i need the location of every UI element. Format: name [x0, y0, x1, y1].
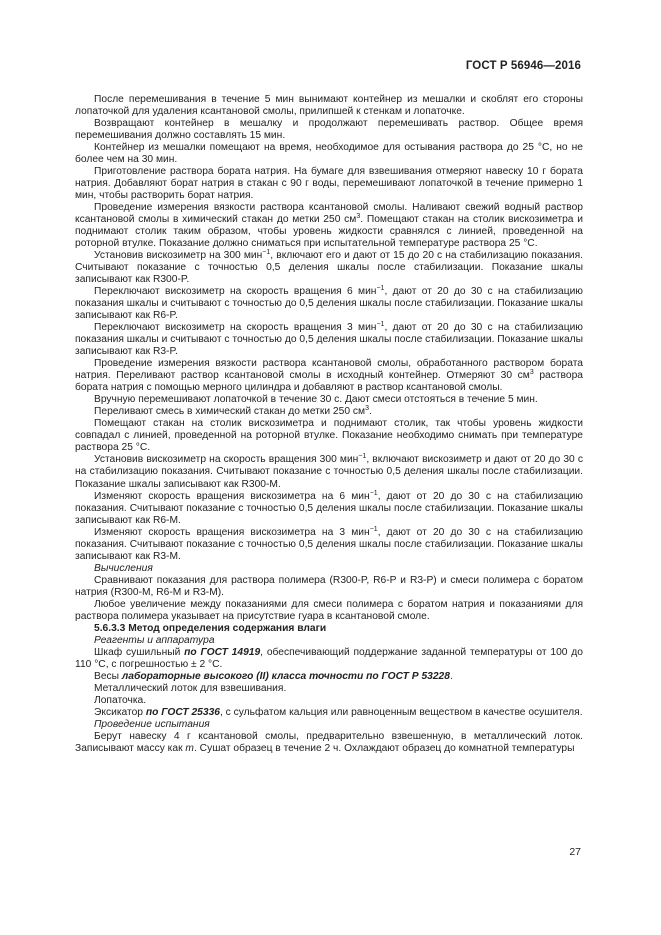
paragraph: [75, 406, 583, 418]
text-run: , включают вискозиметр и дают от 20 до 30 с на стабилизацию показания. Считывают показание с точностью 0,5 деления шкалы после стабилизации. Показание шкалы записывают как R300-M.: [75, 454, 584, 490]
paragraph: [75, 250, 583, 286]
superscript: −1: [369, 489, 378, 497]
paragraph: [75, 454, 583, 490]
variable: m: [185, 742, 194, 754]
paragraph: Возвращают контейнер в мешалку и продолжают перемешивать раствор. Общее время перемешивания должно составлять 15 мин.: [75, 118, 583, 142]
paragraph: Любое увеличение между показаниями для смеси полимера с боратом натрия и показаниями для раствора полимера указывает на присутствие гуара в ксантановой смоле.: [75, 598, 583, 622]
text-run: , дают от 20 до 30 с на стабилизацию показания шкалы и считывают с точностью до 0,5 деления шкалы после стабилизации. Показание шкалы записывают как R6-P.: [75, 286, 583, 322]
text-run: Берут навеску 4 г ксантановой смолы, предварительно взвешенную, в металлический лоток. Записывают массу как: [75, 730, 583, 754]
standard-reference: лабораторные высокого (II) класса точности по ГОСТ Р 53228: [121, 670, 450, 682]
paragraph: [75, 322, 583, 358]
text-run: Установив вискозиметр на скорость вращения 300 мин: [94, 454, 359, 466]
superscript: 3: [365, 405, 369, 413]
section-heading: 5.6.3.3 Метод определения содержания влаги: [94, 622, 327, 634]
text-run: . Помещают стакан на столик вискозиметра и поднимают столик таким образом, чтобы уровень жидкости сравнялся с линией, проведенной на роторной втулке. Показание должно сниматься при испытательной температуре раствора 25 °С.: [75, 214, 583, 250]
document-header: ГОСТ Р 56946—2016: [465, 60, 581, 72]
superscript: −1: [262, 249, 271, 257]
text-run: , дают от 20 до 30 с на стабилизацию показания. Считывают показание с точностью 0,5 деления шкалы после стабилизации. Показание шкалы записывают как R6-M.: [75, 490, 583, 526]
text-run: , с сульфатом кальция или равноценным веществом в качестве осушителя.: [219, 706, 583, 718]
text-run: Шкаф сушильный: [94, 646, 185, 658]
paragraph: После перемешивания в течение 5 мин вынимают контейнер из мешалки и скоблят его стороны лопаточкой для удаления ксантановой смолы, прилипшей к стенкам и лопаточке.: [75, 94, 583, 118]
paragraph: [75, 202, 583, 250]
paragraph: [75, 731, 583, 755]
page-number: 27: [569, 846, 581, 858]
superscript: −1: [358, 453, 367, 461]
text-run: .: [368, 406, 372, 418]
subheading: Реагенты и аппаратура: [94, 634, 215, 646]
paragraph: Сравнивают показания для раствора полимера (R300-P, R6-P и R3-P) и смеси полимера с боратом натрия (R300-M, R6-M и R3-M).: [75, 574, 583, 598]
subheading: Вычисления: [94, 562, 153, 574]
standard-reference: по ГОСТ 14919: [184, 646, 261, 658]
paragraph: [75, 707, 583, 719]
text-run: , дают от 20 до 30 с на стабилизацию показания. Считывают показание с точностью 0,5 деления шкалы после стабилизации. Показание шкалы записывают как R3-M.: [75, 526, 583, 562]
paragraph: Приготовление раствора бората натрия. На бумаге для взвешивания отмеряют навеску 10 г бората натрия. Добавляют борат натрия в стакан с 90 г воды, перемешивают лопаточкой в течение примерно 1 мин, чтобы растворить борат натрия.: [75, 166, 583, 202]
text-run: Весы: [94, 670, 122, 682]
text-run: Переключают вискозиметр на скорость вращения 6 мин: [94, 286, 377, 298]
text-run: раствора бората натрия с помощью мерного цилиндра и добавляют в раствор ксантановой смолы.: [75, 370, 583, 394]
text-run: Изменяют скорость вращения вискозиметра на 6 мин: [94, 490, 370, 502]
paragraph: Лопаточка.: [94, 694, 147, 706]
text-run: , дают от 20 до 30 с на стабилизацию показания шкалы и считывают с точностью до 0,5 деления шкалы после стабилизации. Показание шкалы записывают как R3-P.: [75, 322, 583, 358]
subheading: Проведение испытания: [94, 718, 210, 730]
paragraph: Металлический лоток для взвешивания.: [94, 682, 287, 694]
text-run: , включают его и дают от 15 до 20 с на стабилизацию показания. Считывают показание с точностью 0,5 деления шкалы после стабилизации. Показание шкалы записывают как R300-P.: [75, 250, 583, 286]
paragraph: [75, 358, 583, 394]
superscript: −1: [369, 525, 378, 533]
document-body: [75, 94, 583, 755]
text-run: , обеспечивающий поддержание заданной температуры от 100 до 110 °С, с погрешностью ± 2 °С.: [75, 646, 583, 670]
text-run: Изменяют скорость вращения вискозиметра на 3 мин: [94, 526, 370, 538]
text-run: Проведение измерения вязкости раствора ксантановой смолы, обработанного раствором бората натрия. Переливают раствор ксантановой смолы в исходный контейнер. Отмеряют 30 см: [75, 358, 583, 382]
text-run: .: [449, 670, 453, 682]
paragraph: [75, 286, 583, 322]
paragraph: [75, 491, 583, 527]
superscript: 3: [356, 213, 361, 221]
superscript: −1: [376, 321, 385, 329]
text-run: Эксикатор: [94, 706, 146, 718]
paragraph: [75, 647, 583, 671]
paragraph: [75, 671, 583, 683]
text-run: Переливают смесь в химический стакан до метки 250 см: [94, 406, 366, 418]
text-run: Установив вискозиметр на 300 мин: [94, 250, 263, 262]
text-run: Проведение измерения вязкости раствора ксантановой смолы. Наливают свежий водный раствор ксантановой смолы в химический стакан до метки 250 см: [75, 202, 583, 226]
paragraph: Помещают стакан на столик вискозиметра и поднимают столик, так чтобы уровень жидкости совпадал с линией, проведенной на роторной втулке. Показание необходимо снимать при температуре раствора 25 °С.: [75, 418, 583, 454]
text-run: . Сушат образец в течение 2 ч. Охлаждают образец до комнатной температуры: [193, 742, 575, 754]
paragraph: [75, 527, 583, 563]
text-run: Переключают вискозиметр на скорость вращения 3 мин: [94, 322, 377, 334]
paragraph: Контейнер из мешалки помещают на время, необходимое для остывания раствора до 25 °С, но не более чем на 30 мин.: [75, 142, 583, 166]
paragraph: Вручную перемешивают лопаточкой в течение 30 с. Дают смеси отстояться в течение 5 мин.: [94, 394, 538, 406]
superscript: −1: [376, 285, 385, 293]
superscript: 3: [529, 369, 534, 377]
standard-reference: по ГОСТ 25336: [145, 706, 220, 718]
